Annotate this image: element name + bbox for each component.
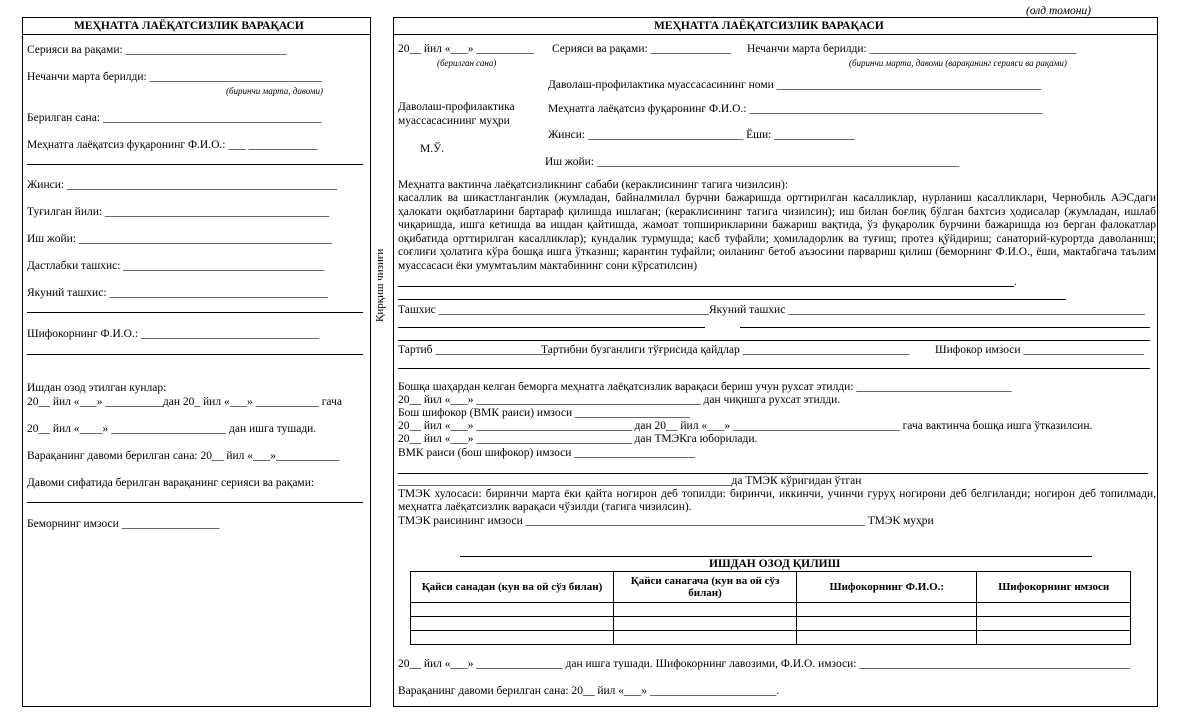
table-header-signature: Шифокорнинг имзоси — [977, 572, 1131, 603]
stub-gender: Жинси: _______________________________________________ — [27, 179, 338, 191]
dx-line-1 — [398, 327, 705, 328]
cause-line-2 — [398, 299, 1066, 300]
stub-cont-date: Варақанинг давоми берилган сана: 20__ йил «___»___________ — [27, 450, 340, 462]
main-other-city: Бошқа шаҳардан келган беморга меҳнатга лаёқатсизлик варақаси бериш учун рухсат этилди: ___________________________ — [398, 381, 1012, 393]
dx-line-3 — [398, 340, 1150, 341]
main-inst-name: Даволаш-профилактика муассасасининг номи ______________________________________________ — [548, 79, 1042, 91]
main-head-doctor: Бош шифокор (ВМК раиси) имзоси ____________________ — [398, 407, 690, 419]
dx-line-2 — [740, 327, 1150, 328]
main-date: 20__ йил «___» __________ — [398, 43, 534, 55]
main-title-rule — [393, 34, 1157, 35]
stub-work: Иш жойи: ____________________________________________ — [27, 233, 332, 245]
release-title: ИШДАН ОЗОД ҚИЛИШ — [709, 558, 841, 570]
release-table — [410, 571, 1131, 645]
main-issued: Нечанчи марта берилди: ____________________________________ — [747, 43, 1077, 55]
table-row — [411, 631, 1131, 645]
main-tmek-chair: ТМЭК раисининг имзоси ___________________________________________________________ ТМЭК муҳри — [398, 515, 934, 527]
stub-fio-line — [27, 164, 363, 165]
main-dx: Ташхис _______________________________________________ — [398, 304, 709, 316]
stub-fio: Меҳнатга лаёқатсиз фуқаронинг Ф.И.О.: ___ ____________ — [27, 139, 318, 151]
stub-title-rule — [22, 34, 370, 35]
main-regime: Тартиб ____________________ — [398, 344, 551, 356]
main-gender: Жинси: ___________________________ Ёши: ______________ — [548, 129, 855, 141]
main-mp: М.Ў. — [420, 143, 445, 155]
stub-birth: Туғилган йили: _______________________________________ — [27, 206, 330, 218]
main-series: Серияси ва рақами: ______________ — [552, 43, 732, 55]
stub-date: Берилган сана: ______________________________________ — [27, 112, 322, 124]
vmk-line — [398, 473, 1148, 474]
stub-initial-dx: Дастлабки ташхис: ___________________________________ — [27, 260, 325, 272]
main-cause-head: Меҳнатга вактинча лаёқатсизликнинг сабаби (кераклисининг тагига чизилсин): — [398, 179, 789, 191]
main-work: Иш жойи: _______________________________________________________________ — [545, 156, 960, 168]
main-title: МЕҲНАТГА ЛАЁҚАТСИЗЛИК ВАРАҚАСИ — [654, 20, 884, 32]
stub-final-dx: Якуний ташхис: ______________________________________ — [27, 287, 328, 299]
main-fio: Меҳнатга лаёқатсиз фуқаронинг Ф.И.О.: ___________________________________________________ — [548, 103, 1043, 115]
stub-release-2: 20__ йил «____» ____________________ дан ишга тушади. — [27, 423, 317, 435]
regime-line — [398, 368, 1150, 369]
cause-line-1 — [398, 286, 1014, 287]
stub-release-1: 20__ йил «___» __________дан 20_ йил «___» ___________ гача — [27, 396, 342, 408]
main-issued-note: (биринчи марта, давоми (варақанинг серияси ва рақами) — [849, 58, 1067, 68]
stub-issued-note: (биринчи марта, давоми) — [226, 86, 324, 96]
stub-patient-sign: Беморнинг имзоси _________________ — [27, 518, 220, 530]
cause-dot: . — [1014, 276, 1017, 288]
main-cause-text: касаллик ва шикастланганлик (жумладан, байналмилал бурчни бажаришда орттирилган касалликлар, нурланиш касалликлари, Чернобиль АЭСдаги ҳалокати оқибатларини бартараф қилишда ишлаган; (кераклисининг тагига чизилсин); иш билан боғлиқ бўлган бахтсиз ҳодисалар (жумладан, ишлаб чиқаришда, ишга кетишда ва ишдан қайтишда, жамоат топширикларини бажариш вақтида, ўз фуқаролик бурчини бажаришда юз берган фалокатлар оқибатида орттирилган касалликлар); кундалик турмушда; касб туфайли; ҳомиладорлик ва туғиш; протез қўйдириш; санаторий-курортда даволаниш; соғлиғи ҳолатига кўра бошқа ишга ўтказиш; карантин туфайли; оиланинг бетоб аъзосини парвариш қилиш (беморнинг Ф.И.О., ёши, мактабгача таълим муассасаси ёки умумтаълим мактабининг сони кўрсатилсин) — [398, 192, 1156, 272]
main-date-note: (берилган сана) — [437, 58, 497, 68]
stub-series: Серияси ва рақами: ____________________________ — [27, 44, 287, 56]
main-line-a: 20__ йил «___» _______________________________________ дан чиқишга рухсат этилди. — [398, 394, 841, 406]
main-tmek-concl: ТМЭК хулосаси: биринчи марта ёки қайта ногирон деб топилди: биринчи, иккинчи, учинчи гуруҳ ногирони деб белгиланди; ногирон деб топилмади, меҳнатга лаёқатсизлик варақаси чўзилди (тагига чизилсин). — [398, 488, 1156, 513]
main-tmek-seen: __________________________________________________________да ТМЭК кўригидан ўтган — [398, 475, 862, 487]
main-cont-date: Варақанинг давоми берилган сана: 20__ йил «___» ______________________. — [398, 685, 780, 697]
table-header-doctor: Шифокорнинг Ф.И.О.: — [797, 572, 977, 603]
main-doctor-sign: Шифокор имзоси _____________________ — [935, 344, 1145, 356]
main-line-b: 20__ йил «___» ___________________________ дан 20__ йил «___» _____________________________ гача вактинча бошқа ишга ўтказилсин. — [398, 420, 1093, 432]
main-line-c: 20__ йил «___» ___________________________ дан ТМЭКга юборилади. — [398, 433, 758, 445]
stub-issued: Нечанчи марта берилди: ______________________________ — [27, 71, 323, 83]
stub-final-dx-line — [27, 312, 363, 313]
stub-doctor: Шифокорнинг Ф.И.О.: _______________________________ — [27, 328, 320, 340]
main-stamp-1: Даволаш-профилактика — [398, 101, 515, 113]
stub-release: Ишдан озод этилган кунлар: — [27, 382, 167, 394]
main-vmk-sign: ВМК раиси (бош шифокор) имзоси _____________________ — [398, 447, 695, 459]
cut-line-label: Қирқиш чизиғи — [374, 248, 386, 322]
table-header-from: Қайси санадан (кун ва ой сўз билан) — [411, 572, 614, 603]
side-note: (олд томони) — [1026, 5, 1091, 17]
main-stamp-2: муассасасининг муҳри — [398, 115, 510, 127]
stub-doctor-line — [27, 354, 363, 355]
table-row — [411, 617, 1131, 631]
stub-title: МЕҲНАТГА ЛАЁҚАТСИЗЛИК ВАРАҚАСИ — [74, 20, 304, 32]
main-final-dx: Якуний ташхис ______________________________________________________________ — [709, 304, 1145, 316]
main-return: 20__ йил «___» _______________ дан ишга тушади. Шифокорнинг лавозими, Ф.И.О. имзоси: _______________________________________________ — [398, 658, 1130, 670]
stub-cont-series-line — [27, 502, 363, 503]
table-header-to: Қайси санагача (кун ва ой сўз билан) — [613, 572, 796, 603]
stub-cont-series: Давоми сифатида берилган варақанинг серияси ва рақами: — [27, 477, 315, 489]
table-row — [411, 603, 1131, 617]
release-top-line — [460, 556, 1092, 557]
main-violation: Тартибни бузганлиги тўғрисида қайдлар _____________________________ — [541, 344, 910, 356]
